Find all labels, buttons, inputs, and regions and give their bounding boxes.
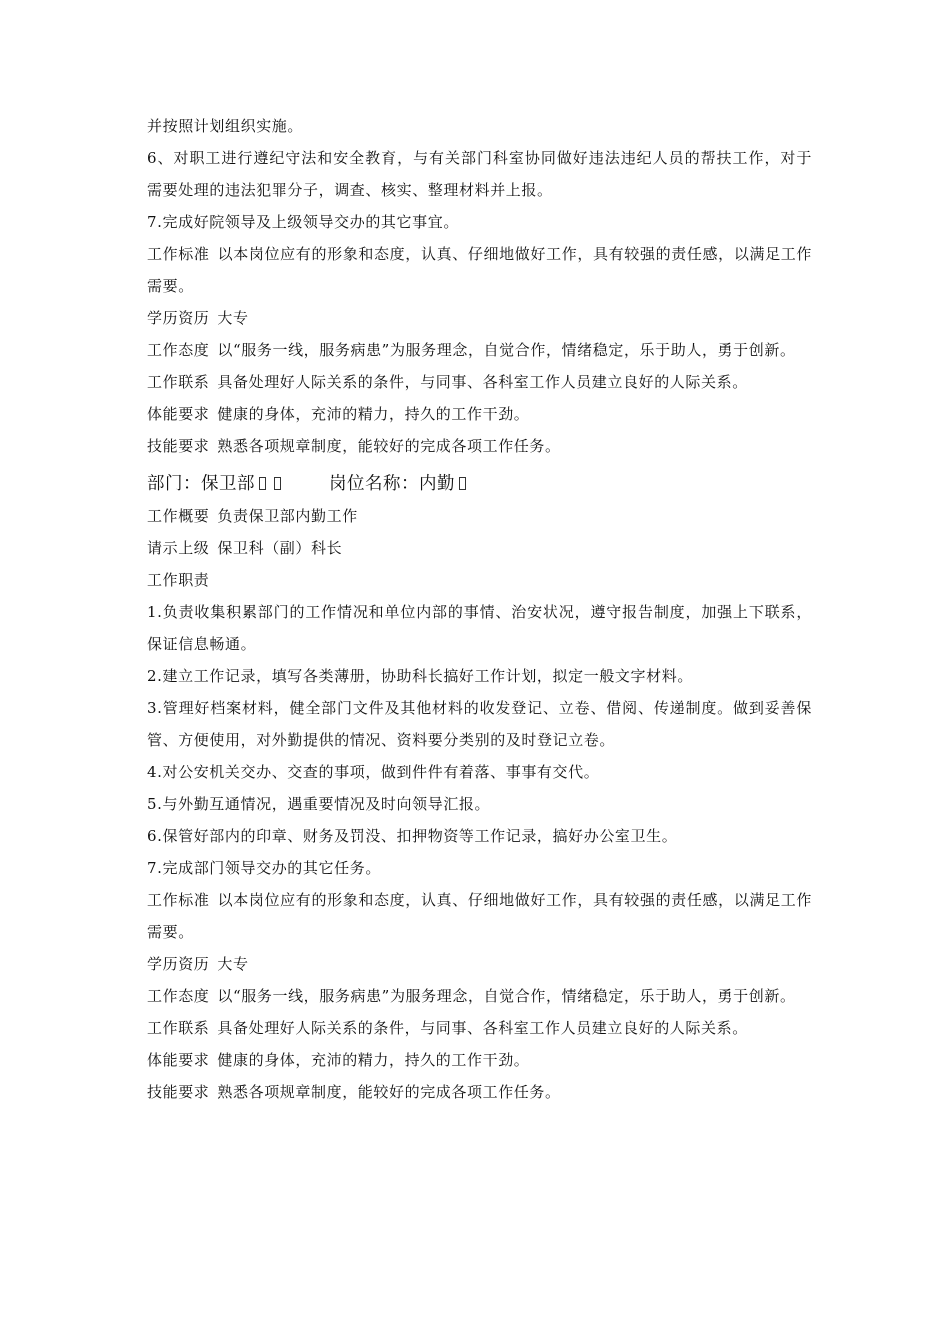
work-standard-text: 以本岗位应有的形象和态度，认真、仔细地做好工作，具有较强的责任感，以满足工作需要。 [147, 245, 812, 295]
duty-item-4: 4.对公安机关交办、交查的事项，做到件件有着落、事事有交代。 [147, 763, 600, 781]
duty-item-7: 7.完成好院领导及上级领导交办的其它事宜。 [147, 213, 459, 231]
education [147, 948, 812, 980]
skill-requirement-text: 熟悉各项规章制度，能较好的完成各项工作任务。 [217, 1083, 561, 1101]
work-overview-label: 工作概要 [147, 507, 210, 525]
duty-continuation: 并按照计划组织实施。 [147, 117, 304, 135]
duties-heading: 工作职责 [147, 571, 210, 589]
missing-glyph-icon [274, 477, 281, 490]
skill-requirement-label: 技能要求 [147, 1083, 210, 1101]
document-body [147, 110, 812, 1108]
work-attitude [147, 334, 812, 366]
work-attitude-text: 以“服务一线，服务病患”为服务理念，自觉合作，情绪稳定，乐于助人，勇于创新。 [217, 341, 796, 359]
work-standard-text: 以本岗位应有的形象和态度，认真、仔细地做好工作，具有较强的责任感，以满足工作需要。 [147, 891, 812, 941]
physical-requirement-text: 健康的身体，充沛的精力，持久的工作干劲。 [217, 405, 530, 423]
section-heading [147, 468, 812, 500]
physical-requirement-label: 体能要求 [147, 405, 210, 423]
skill-requirement [147, 430, 812, 462]
superior [147, 532, 812, 564]
education-text: 大专 [217, 309, 249, 327]
work-standard-label: 工作标准 [147, 891, 210, 909]
work-overview-text: 负责保卫部内勤工作 [217, 507, 358, 525]
work-relation-text: 具备处理好人际关系的条件，与同事、各科室工作人员建立良好的人际关系。 [217, 373, 748, 391]
education-label: 学历资历 [147, 309, 210, 327]
work-standard [147, 238, 812, 302]
work-relation-text: 具备处理好人际关系的条件，与同事、各科室工作人员建立良好的人际关系。 [217, 1019, 748, 1037]
physical-requirement-text: 健康的身体，充沛的精力，持久的工作干劲。 [217, 1051, 530, 1069]
physical-requirement [147, 398, 812, 430]
duty-item-6: 6、对职工进行遵纪守法和安全教育，与有关部门科室协同做好违法违纪人员的帮扶工作，对于需要处理的违法犯罪分子，调查、核实、整理材料并上报。 [147, 149, 812, 199]
work-attitude-label: 工作态度 [147, 987, 210, 1005]
duty-item-5: 5.与外勤互通情况，遇重要情况及时向领导汇报。 [147, 795, 491, 813]
education-text: 大专 [217, 955, 249, 973]
superior-label: 请示上级 [147, 539, 210, 557]
department-title: 部门：保卫部 [147, 474, 255, 494]
duty-item-6: 6.保管好部内的印章、财务及罚没、扣押物资等工作记录，搞好办公室卫生。 [147, 827, 678, 845]
skill-requirement [147, 1076, 812, 1108]
duty-item-7: 7.完成部门领导交办的其它任务。 [147, 859, 381, 877]
work-relation [147, 1012, 812, 1044]
duty-item-2: 2.建立工作记录，填写各类薄册，协助科长搞好工作计划，拟定一般文字材料。 [147, 667, 693, 685]
work-relation [147, 366, 812, 398]
duty-item-1: 1.负责收集积累部门的工作情况和单位内部的事情、治安状况，遵守报告制度，加强上下联系，保证信息畅通。 [147, 603, 812, 653]
work-overview [147, 500, 812, 532]
missing-glyph-icon [259, 477, 266, 490]
work-standard-label: 工作标准 [147, 245, 210, 263]
skill-requirement-text: 熟悉各项规章制度，能较好的完成各项工作任务。 [217, 437, 561, 455]
work-attitude-text: 以“服务一线，服务病患”为服务理念，自觉合作，情绪稳定，乐于助人，勇于创新。 [217, 987, 796, 1005]
physical-requirement-label: 体能要求 [147, 1051, 210, 1069]
education [147, 302, 812, 334]
physical-requirement [147, 1044, 812, 1076]
position-title: 岗位名称：内勤 [329, 474, 455, 494]
education-label: 学历资历 [147, 955, 210, 973]
work-attitude [147, 980, 812, 1012]
work-relation-label: 工作联系 [147, 373, 210, 391]
work-standard [147, 884, 812, 948]
work-relation-label: 工作联系 [147, 1019, 210, 1037]
missing-glyph-icon [459, 477, 466, 490]
duty-item-3: 3.管理好档案材料，健全部门文件及其他材料的收发登记、立卷、借阅、传递制度。做到妥善保管、方便使用，对外勤提供的情况、资料要分类别的及时登记立卷。 [147, 699, 812, 749]
work-attitude-label: 工作态度 [147, 341, 210, 359]
skill-requirement-label: 技能要求 [147, 437, 210, 455]
superior-text: 保卫科（副）科长 [217, 539, 343, 557]
